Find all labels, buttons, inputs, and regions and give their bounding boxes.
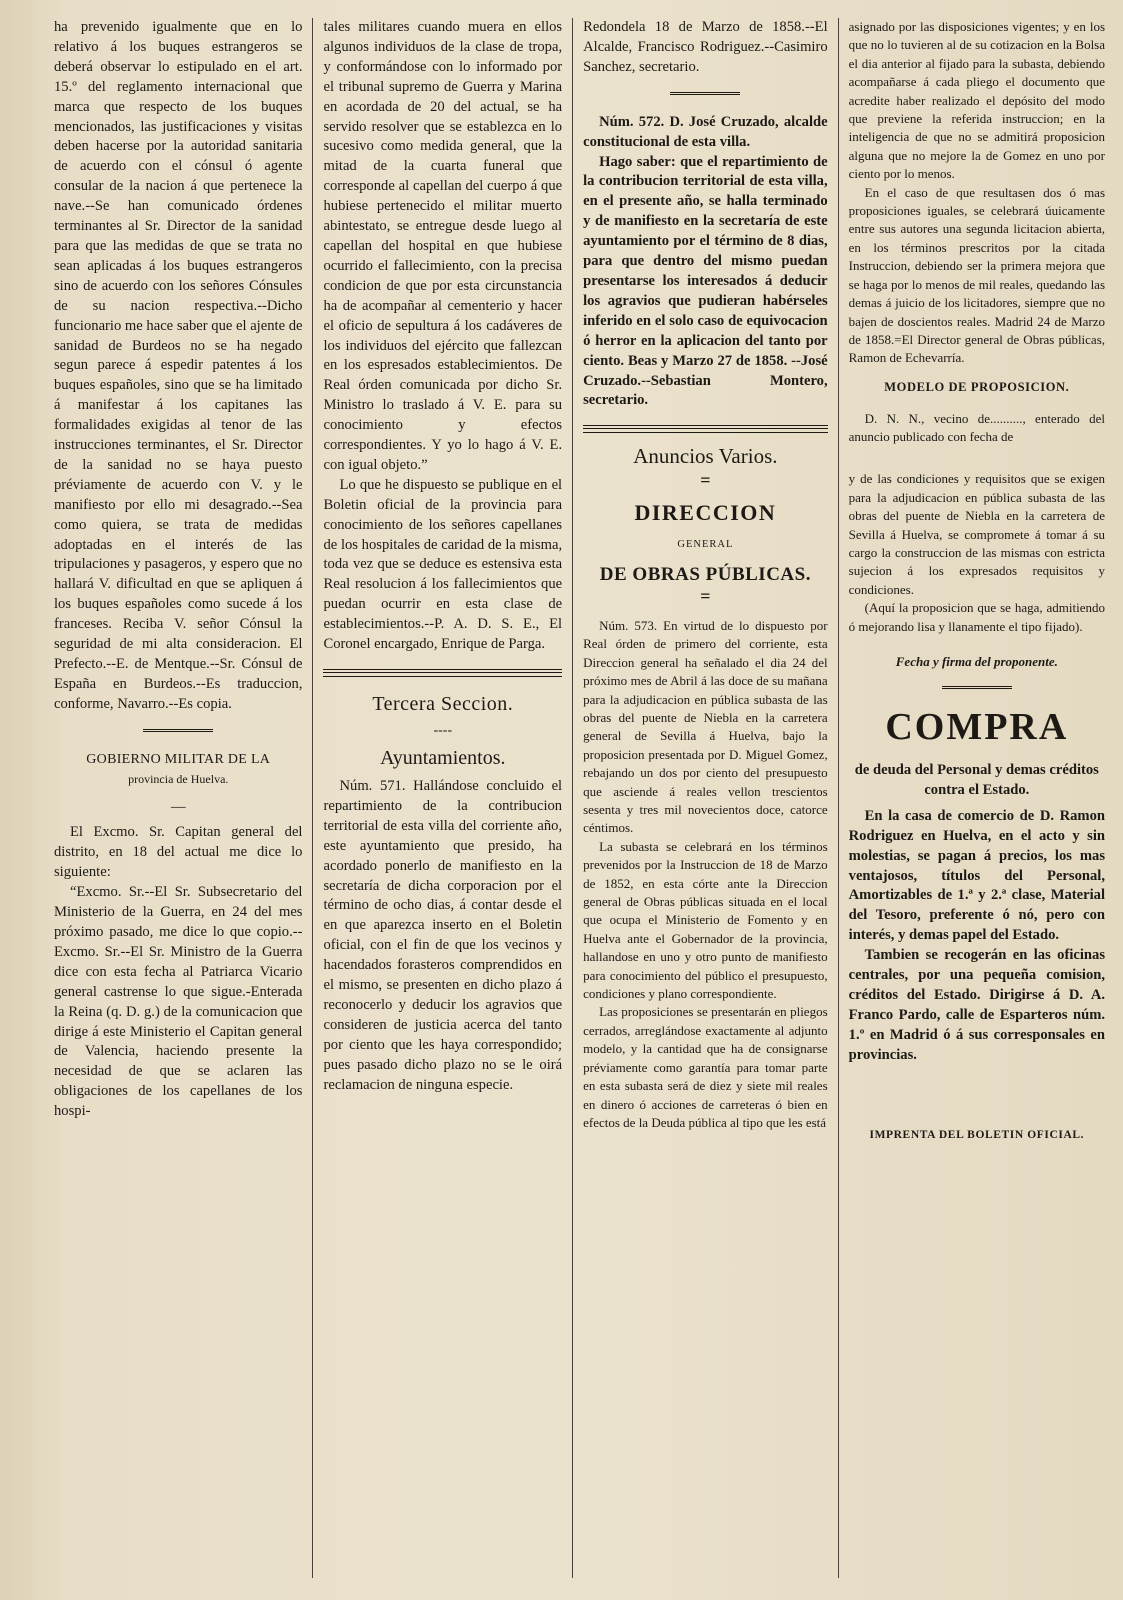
- column-2: [313, 18, 572, 1578]
- column-3: [573, 18, 838, 1578]
- short-separator: [143, 729, 213, 734]
- col4-paragraph-1: asignado por las disposiciones vigentes; y en los que no lo tuvieren al de su cotizacion en la Bolsa el dia anterior al fijado para la subasta, debiendo acompañarse á cada pliego el documento que acredite haber realizado el depósito del modo que previene la referida instruccion; en la inteligencia de que no se admitirá proposicion alguna que no mejore la de Gomez en uno por ciento por lo menos.: [848, 19, 1106, 182]
- col2-paragraph-2: Lo que he dispuesto se publique en el Boletin oficial de la provincia para conocimiento de los señores capellanes de los hospitales de caridad de la misma, toda vez que se deduce es estensiva esta Real resolucion á los fallecimientos que puedan ocurrir en esta clase de establecimientos.--P. A. D. S. E., El Coronel encargado, Enrique de Parga.: [323, 476, 563, 653]
- gobierno-militar-heading: GOBIERNO MILITAR DE LA: [86, 751, 271, 767]
- column-1: [44, 18, 312, 1578]
- direccion-title: DIRECCION: [634, 500, 777, 526]
- heading-dash: —: [170, 798, 186, 815]
- short-separator: [942, 686, 1012, 691]
- col4-paragraph-6: En la casa de comercio de D. Ramon Rodriguez en Huelva, en el acto y sin molestias, se pagan á precios, los mas ventajosos, títulos del Personal, Amortizables de 1.ª y 2.ª clase, Material del Tesoro, preferente ó nó, pero con interés, y demas papel del Estado.: [848, 807, 1106, 944]
- fecha-firma: Fecha y firma del proponente.: [895, 654, 1058, 670]
- imprenta-footer: IMPRENTA DEL BOLETIN OFICIAL.: [869, 1128, 1085, 1141]
- column-4: [839, 18, 1109, 1578]
- col1-paragraph-1: ha prevenido igualmente que en lo relativo á los buques estrangeros se deberá observar lo estipulado en el art. 15.º del reglamento internacional que marca que respecto de los buques mencionados, las justificaciones y visitas deben hacerse por la autoridad sanitaria de acuerdo con el cónsul ó agente consular de la nacion á que pertenece la nave.--Se han comunicado órdenes terminantes al Sr. Director de la sanidad para que las medidas de que se trata no sean aplicadas á los buques estrangeros sino de acuerdo con los señores Cónsules de su nacion respectiva.--Dicho funcionario me hace saber que el ajente de sanidad de Burdeos no se ha negado segun parece á espedir patentes á los buques españoles, sino que se ha limitado á manifestar á los capitanes las formalidades exigidas al tenor de las instrucciones terminantes, el Sr. Director de la sanidad no se haya puesto préviamente de acuerdo con V. y le manifiesto por ello mi desagrado.--Sea como quiera, se trata de medidas adoptadas en el interés de las tripulaciones y pasageros, y espero que no hallará V. dificultad en que se apliquen á los buques españoles como sucede á los franceses. Reciba V. señor Cónsul la seguridad de mi alta consideracion. El Prefecto.--E. de Mentque.--Sr. Cónsul de España en Burdeos.--Es traduccion, conforme, Navarro.--Es copia.: [54, 19, 303, 712]
- section-separator: [323, 669, 562, 677]
- direccion-general-label: GENERAL: [677, 539, 734, 551]
- col4-paragraph-5: (Aquí la proposicion que se haga, admitiendo ó mejorando lisa y llanamente el tipo fijado).: [848, 600, 1106, 634]
- col1-paragraph-2: El Excmo. Sr. Capitan general del distrito, en 18 del actual me dice lo siguiente:: [54, 824, 303, 881]
- col1-paragraph-3: “Excmo. Sr.--El Sr. Subsecretario del Ministerio de la Guerra, en 24 del mes próximo pasado, me dice lo que copio.--Excmo. Sr.--El Sr. Ministro de la Guerra dice con esta fecha al Patriarca Vicario general castrense lo que sigue.-Enterada la Reina (q. D. g.) de la comunicacion que dirige á este Ministerio el Capitan general de Valencia, haciendo presente la necesidad de que se aclaren las obligaciones de los capellanes de los hospi-: [54, 884, 303, 1120]
- compra-subtitle: de deuda del Personal y demas créditos contra el Estado.: [854, 762, 1099, 798]
- equals-ornament: =: [700, 585, 711, 606]
- col2-paragraph-1: tales militares cuando muera en ellos algunos individuos de la clase de tropa, y conformándose con lo informado por el tribunal supremo de Guerra y Marina en acordada de 20 del actual, se ha servido resolver que se establezca en lo sucesivo como medida general, que la mitad de la cuarta funeral que corresponde al capellan del cuerpo á que hubiese pertenecido el militar muerto abintestato, se entregue desde luego al capellan del hospital en que hubiese ocurrido el fallecimiento, con la precisa condicion de que por esta circunstancia ha de acompañar al cementerio y hacer el oficio de sepultura á los cadáveres de los individuos del ejército que fallezcan en los espresados establecimientos. De Real órden comunicada por dicho Sr. Ministro lo traslado á V. E. para su conocimiento y efectos correspondientes. Y yo lo hago á V. E. con igual objeto.”: [323, 19, 563, 473]
- equals-ornament: =: [700, 470, 711, 491]
- anuncios-title: Anuncios Varios.: [633, 444, 778, 469]
- col3-paragraph-2: Núm. 572. D. José Cruzado, alcalde constitucional de esta villa.: [583, 113, 828, 150]
- section-title: Tercera Seccion.: [372, 693, 514, 715]
- section-separator: [583, 425, 828, 433]
- ayuntamientos-title: Ayuntamientos.: [380, 747, 506, 769]
- short-separator: [670, 92, 740, 97]
- col4-paragraph-7: Tambien se recogerán en las oficinas centrales, por una pequeña comision, créditos del Estado. Dirigirse á D. A. Franco Pardo, calle de Esparteros núm. 1.º en Madrid ó á sus corresponsales en provincias.: [848, 947, 1106, 1063]
- section-dashes: ----: [433, 723, 453, 738]
- gobierno-militar-subheading: provincia de Huelva.: [128, 771, 229, 786]
- col3-paragraph-4: Núm. 573. En virtud de lo dispuesto por Real órden de primero del corriente, esta Direccion general ha señalado el dia 24 del próximo mes de Abril á las doce de su mañana para la adjudicacion en pública subasta de las obras del puente de Niebla en la carretera general de Sevilla á Huelva, bajo la proposicion presentada por D. Miguel Gomez, rebajando un dos por ciento del presupuesto que asciende á reales vellon trescientos sesenta y tres mil novecientos doce, catorce céntimos.: [583, 617, 828, 836]
- compra-title: COMPRA: [885, 706, 1069, 748]
- col3-paragraph-3: Hago saber: que el repartimiento de la contribucion territorial de esta villa, en el presente año, se halla terminado y de manifiesto en la secretaría de este ayuntamiento por el término de 8 dias, para que dentro del mismo puedan presentarse los interesados á deducir los agravios que pudieran habérseles inferido en el solo caso de equivocacion ó herror en la aplicacion del tanto por ciento. Beas y Marzo 27 de 1858. --José Cruzado.--Sebastian Montero, secretario.: [583, 153, 828, 409]
- col3-paragraph-1: Redondela 18 de Marzo de 1858.--El Alcalde, Francisco Rodriguez.--Casimiro Sanchez, secretario.: [583, 19, 828, 75]
- col4-paragraph-2: En el caso de que resultasen dos ó mas proposiciones iguales, se celebrará úuicamente entre sus autores una segunda licitacion abierta, en los términos prescritos por la citada Instruccion, debiendo ser la primera mejora que se haga por lo menos de mil reales, quedando las demas á juicio de los licitadores, siempre que no bajen de doscientos reales. Madrid 24 de Marzo de 1858.=El Director general de Obras públicas, Ramon de Echevarría.: [848, 184, 1106, 366]
- column-rule: [572, 18, 573, 1578]
- col3-paragraph-6: Las proposiciones se presentarán en pliegos cerrados, arreglándose exactamente al adjunto modelo, y la cantidad que ha de consignarse préviamente como garantía para tomar parte en esta subasta será de diez y siete mil reales en dinero ó acciones de carreteras ó bien en efectos de la Deuda pública al tipo que les está: [583, 1004, 828, 1130]
- blank-space: [849, 446, 1105, 470]
- obras-publicas-title: DE OBRAS PÚBLICAS.: [599, 564, 811, 586]
- col4-paragraph-3: D. N. N., vecino de.........., enterado del anuncio publicado con fecha de: [848, 410, 1106, 445]
- col3-paragraph-5: La subasta se celebrará en los términos prevenidos por la Instruccion de 18 de Marzo de 1852, en esta córte ante la Direccion general de Obras públicas situada en el local que ocupa el Ministerio de Fomento y en Huelva ante el Gobernador de la provincia, hallandose en uno y otro punto de manifiesto para conocimiento del público el presupuesto, condiciones y plano correspondiente.: [583, 838, 828, 1002]
- col4-paragraph-4: y de las condiciones y requisitos que se exigen para la adjudicacion en pública subasta de las obras del puente de Niebla en la carretera de Sevilla á Huelva, se compromete á tomar á su cargo la construccion de las mismas con estricta sujecion á los expresados requisitos y condiciones.: [848, 471, 1106, 597]
- column-rule: [838, 18, 839, 1578]
- column-rule: [312, 18, 313, 1578]
- modelo-heading: MODELO DE PROPOSICION.: [884, 379, 1070, 394]
- col2-paragraph-3: Núm. 571. Hallándose concluido el repartimiento de la contribucion territorial de esta villa del corriente año, este ayuntamiento que presido, ha acordado ponerlo de manifiesto en la secretaría de dicha corporacion por el término de ocho dias, á contar desde el en que aparezca inserto en el Boletin oficial, con el fin de que los vecinos y hacendados forasteros comprendidos en el mismo, se presenten en dicho plazo á reconocerlo y deducir los agravios que consideren de justicia acerca del tanto por ciento que les haya correspondido; pues pasado dicho plazo no se le oirá reclamacion de ninguna especie.: [323, 778, 563, 1093]
